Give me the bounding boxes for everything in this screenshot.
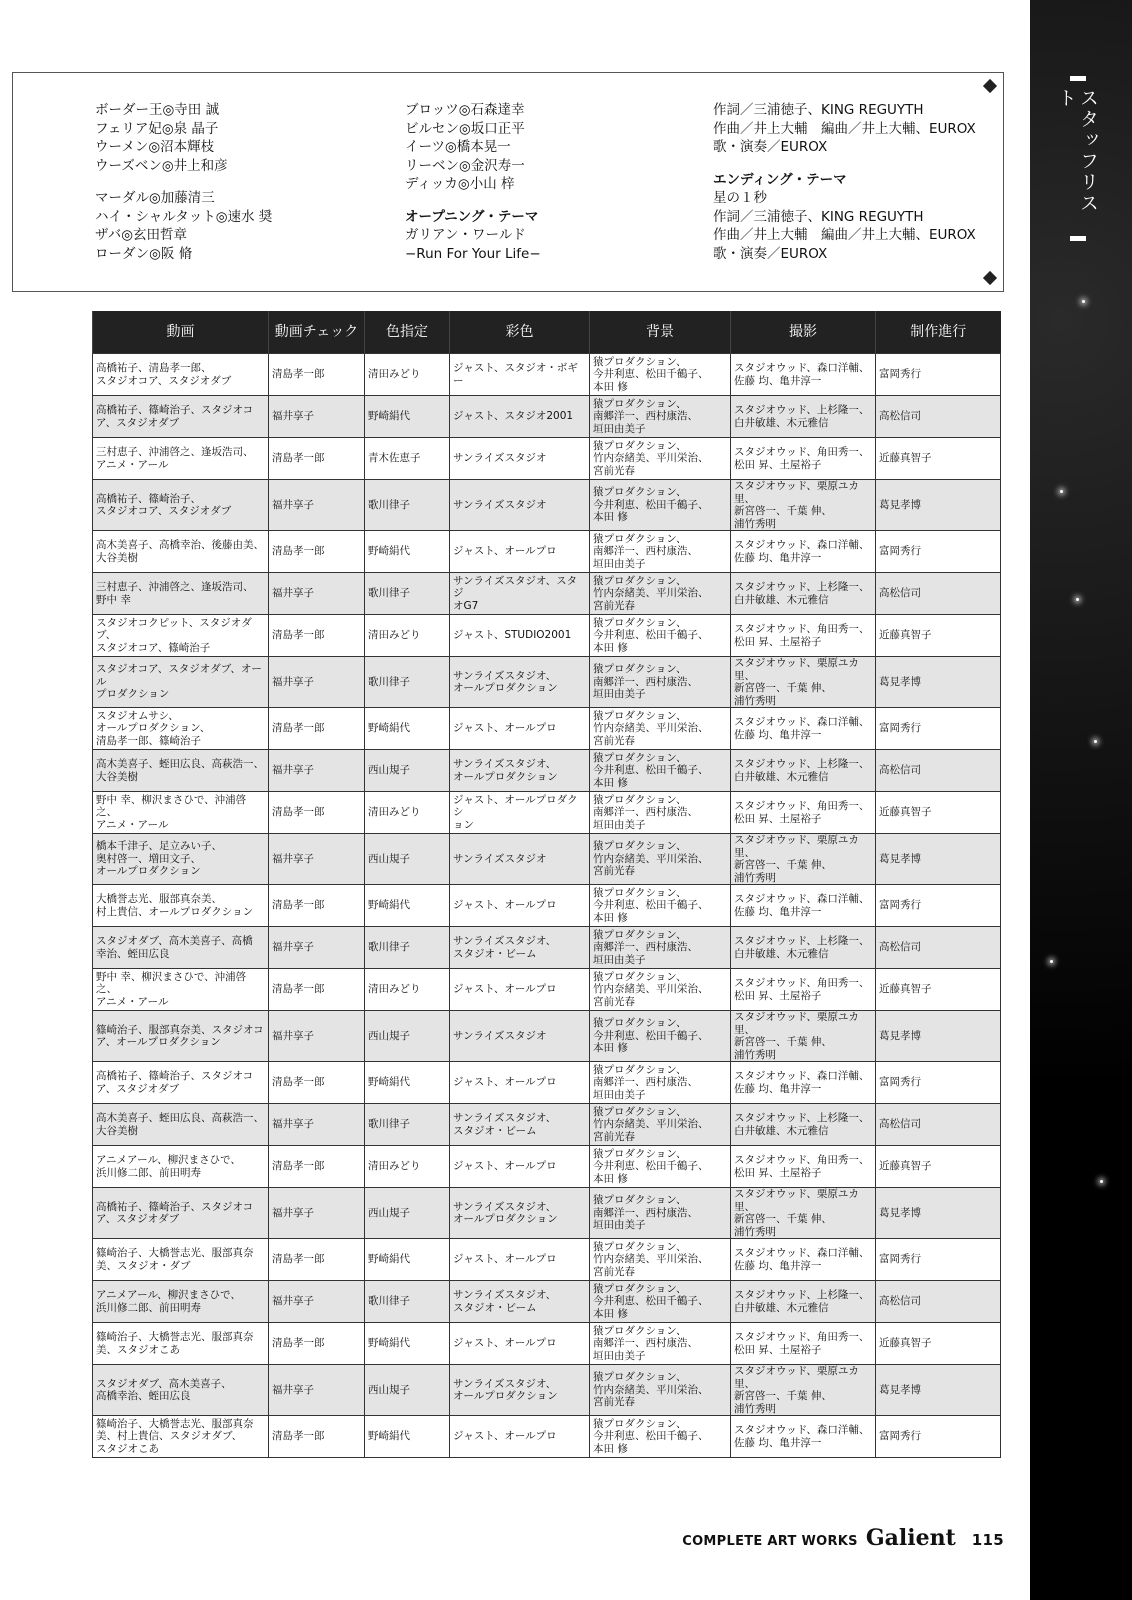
table-row — [93, 1188, 1001, 1239]
column-header: 動画 — [93, 311, 269, 354]
cast-credit: ハイ・シャルタット◎速水 奨 — [95, 208, 273, 225]
cast-credit: イーツ◎橋本晃一 — [405, 139, 511, 155]
table-cell: スタジオウッド、栗原ユカ里、 新宮啓一、千葉 伸、 浦竹秀明 — [731, 1365, 876, 1416]
table-cell: サンライズスタジオ、 スタジオ・ビーム — [450, 927, 590, 969]
table-cell: 清島孝一郎 — [269, 1239, 365, 1281]
side-title: スタッフリスト — [1055, 88, 1099, 214]
cast-credit: リーベン◎金沢寿一 — [405, 157, 525, 174]
table-cell: スタジオウッド、上杉隆一、 白井敏雄、木元雅信 — [731, 573, 876, 615]
table-cell: 歌川律子 — [365, 573, 450, 615]
table-cell: 猿プロダクション、 今井利恵、松田千鶴子、 本田 修 — [590, 1146, 731, 1188]
theme-credit-line: 歌・演奏／EUROX — [713, 139, 828, 155]
cast-credit: ローダン◎阪 脩 — [95, 245, 193, 262]
table-row — [93, 1416, 1001, 1458]
table-cell: 西山規子 — [365, 1365, 450, 1416]
table-row — [93, 885, 1001, 927]
table-cell: スタジオムサシ、 オールプロダクション、 清島孝一郎、篠崎治子 — [93, 708, 269, 750]
table-cell: 葛見孝博 — [876, 1011, 1001, 1062]
table-cell: 猿プロダクション、 南郷洋一、西村康浩、 垣田由美子 — [590, 792, 731, 834]
table-cell: 歌川律子 — [365, 657, 450, 708]
table-cell: 清田みどり — [365, 1146, 450, 1188]
table-row — [93, 1239, 1001, 1281]
table-cell: 清島孝一郎 — [269, 885, 365, 927]
table-cell: スタジオウッド、上杉隆一、 白井敏雄、木元雅信 — [731, 750, 876, 792]
galient-logo: Galient — [865, 1525, 956, 1551]
table-cell: 篠崎治子、服部真奈美、スタジオコ ア、オールプロダクション — [93, 1011, 269, 1062]
table-cell: 清島孝一郎 — [269, 531, 365, 573]
table-row — [93, 354, 1001, 396]
table-cell: ジャスト、オールプロ — [450, 885, 590, 927]
table-cell: アニメアール、柳沢まさひで、 浜川修二郎、前田明寿 — [93, 1281, 269, 1323]
table-cell: スタジオウッド、森口洋輔、 佐藤 均、亀井淳一 — [731, 354, 876, 396]
table-row — [93, 1062, 1001, 1104]
ending-theme-heading: エンディング・テーマ — [713, 171, 847, 188]
table-cell: 高松信司 — [876, 1104, 1001, 1146]
table-cell: スタジオウッド、森口洋輔、 佐藤 均、亀井淳一 — [731, 1416, 876, 1458]
table-cell: スタジオウッド、栗原ユカ里、 新宮啓一、千葉 伸、 浦竹秀明 — [731, 480, 876, 531]
corner-ornament — [983, 271, 997, 285]
table-cell: 野崎絹代 — [365, 708, 450, 750]
table-cell: 福井享子 — [269, 834, 365, 885]
table-cell: 富岡秀行 — [876, 1239, 1001, 1281]
table-cell: 清島孝一郎 — [269, 354, 365, 396]
table-cell: 猿プロダクション、 今井利恵、松田千鶴子、 本田 修 — [590, 480, 731, 531]
table-cell: 野崎絹代 — [365, 885, 450, 927]
table-row — [93, 927, 1001, 969]
opening-theme-line: ガリアン・ワールド — [405, 227, 526, 243]
table-cell: 清島孝一郎 — [269, 792, 365, 834]
column-header: 彩色 — [450, 311, 590, 354]
ending-theme-line: 作曲／井上大輔 編曲／井上大輔、EUROX — [713, 227, 976, 243]
staff-table — [92, 311, 1001, 1458]
table-cell: 福井享子 — [269, 1011, 365, 1062]
table-cell: スタジオウッド、森口洋輔、 佐藤 均、亀井淳一 — [731, 531, 876, 573]
table-row — [93, 708, 1001, 750]
table-cell: 近藤真智子 — [876, 1146, 1001, 1188]
table-cell: 猿プロダクション、 今井利恵、松田千鶴子、 本田 修 — [590, 1416, 731, 1458]
table-cell: ジャスト、オールプロダクシ ョン — [450, 792, 590, 834]
table-cell: ジャスト、オールプロ — [450, 1323, 590, 1365]
table-cell: 高松信司 — [876, 1281, 1001, 1323]
table-cell: 猿プロダクション、 南郷洋一、西村康浩、 垣田由美子 — [590, 531, 731, 573]
table-cell: アニメアール、柳沢まさひで、 浜川修二郎、前田明寿 — [93, 1146, 269, 1188]
table-row — [93, 480, 1001, 531]
cast-credit: フェリア妃◎泉 晶子 — [95, 120, 219, 137]
table-cell: 富岡秀行 — [876, 354, 1001, 396]
cast-credit: マーダル◎加藤清三 — [95, 190, 215, 206]
cast-credit: ザバ◎玄田哲章 — [95, 227, 187, 243]
table-cell: サンライズスタジオ、 オールプロダクション — [450, 1188, 590, 1239]
table-cell: 歌川律子 — [365, 1281, 450, 1323]
table-cell: スタジオウッド、栗原ユカ里、 新宮啓一、千葉 伸、 浦竹秀明 — [731, 834, 876, 885]
table-cell: サンライズスタジオ、 オールプロダクション — [450, 657, 590, 708]
table-cell: 福井享子 — [269, 927, 365, 969]
table-cell: 猿プロダクション、 竹内奈緒美、平川栄治、 宮前光春 — [590, 573, 731, 615]
page-number: 115 — [971, 1531, 1004, 1549]
table-cell: 葛見孝博 — [876, 834, 1001, 885]
table-cell: ジャスト、オールプロ — [450, 708, 590, 750]
table-cell: 葛見孝博 — [876, 1188, 1001, 1239]
ending-theme-line: 歌・演奏／EUROX — [713, 245, 828, 262]
table-row — [93, 573, 1001, 615]
table-cell: 猿プロダクション、 今井利恵、松田千鶴子、 本田 修 — [590, 750, 731, 792]
table-cell: 福井享子 — [269, 1188, 365, 1239]
cast-column-3 — [713, 101, 976, 263]
cast-credit: ディッカ◎小山 梓 — [405, 176, 515, 192]
ending-theme-line: 星の１秒 — [713, 190, 767, 206]
table-cell: スタジオウッド、上杉隆一、 白井敏雄、木元雅信 — [731, 1104, 876, 1146]
table-cell: スタジオウッド、栗原ユカ里、 新宮啓一、千葉 伸、 浦竹秀明 — [731, 1011, 876, 1062]
table-cell: 橋本千津子、足立みい子、 奥村啓一、増田文子、 オールプロダクション — [93, 834, 269, 885]
table-cell: 猿プロダクション、 今井利恵、松田千鶴子、 本田 修 — [590, 1011, 731, 1062]
table-cell: 清島孝一郎 — [269, 708, 365, 750]
cast-credit: ボーダー王◎寺田 誠 — [95, 102, 220, 118]
opening-theme-line: −Run For Your Life− — [405, 245, 541, 262]
table-cell: 近藤真智子 — [876, 969, 1001, 1011]
footer — [682, 1525, 1004, 1551]
table-header-row — [93, 311, 1001, 354]
table-cell: 猿プロダクション、 竹内奈緒美、平川栄治、 宮前光春 — [590, 1239, 731, 1281]
table-row — [93, 531, 1001, 573]
table-cell: 歌川律子 — [365, 927, 450, 969]
table-cell: 葛見孝博 — [876, 480, 1001, 531]
table-cell: 野中 幸、柳沢まさひで、沖浦啓之、 アニメ・アール — [93, 969, 269, 1011]
table-cell: 高松信司 — [876, 396, 1001, 438]
table-cell: スタジオウッド、角田秀一、 松田 昇、土屋裕子 — [731, 438, 876, 480]
table-row — [93, 1281, 1001, 1323]
table-cell: スタジオウッド、角田秀一、 松田 昇、土屋裕子 — [731, 1323, 876, 1365]
table-cell: 野中 幸、柳沢まさひで、沖浦啓之、 アニメ・アール — [93, 792, 269, 834]
table-cell: スタジオウッド、森口洋輔、 佐藤 均、亀井淳一 — [731, 1239, 876, 1281]
table-cell: 清島孝一郎 — [269, 615, 365, 657]
table-cell: 篠崎治子、大橋誉志光、服部真奈 美、スタジオ・ダブ — [93, 1239, 269, 1281]
table-cell: 清田みどり — [365, 615, 450, 657]
table-cell: 高橋祐子、篠崎治子、スタジオコ ア、スタジオダブ — [93, 1188, 269, 1239]
column-header: 背景 — [590, 311, 731, 354]
table-cell: 富岡秀行 — [876, 1062, 1001, 1104]
table-cell: 歌川律子 — [365, 480, 450, 531]
table-cell: 高木美喜子、蛭田広良、高萩浩一、 大谷美樹 — [93, 750, 269, 792]
table-cell: 清田みどり — [365, 969, 450, 1011]
table-cell: ジャスト、オールプロ — [450, 1239, 590, 1281]
table-cell: 高橋祐子、篠崎治子、スタジオコ ア、スタジオダブ — [93, 396, 269, 438]
table-cell: 高橋祐子、清島孝一郎、 スタジオコア、スタジオダブ — [93, 354, 269, 396]
table-cell: 清田みどり — [365, 354, 450, 396]
table-cell: スタジオコア、スタジオダブ、オール プロダクション — [93, 657, 269, 708]
table-cell: 猿プロダクション、 今井利恵、松田千鶴子、 本田 修 — [590, 615, 731, 657]
cast-credit: ウーズベン◎井上和彦 — [95, 157, 228, 174]
table-cell: 西山規子 — [365, 834, 450, 885]
table-cell: 近藤真智子 — [876, 438, 1001, 480]
cast-credit: ウーメン◎沼本輝枝 — [95, 139, 215, 155]
table-cell: 富岡秀行 — [876, 708, 1001, 750]
table-cell: 三村恵子、沖浦啓之、逢坂浩司、 野中 幸 — [93, 573, 269, 615]
ending-theme-line: 作詞／三浦徳子、KING REGUYTH — [713, 208, 924, 225]
table-row — [93, 1011, 1001, 1062]
table-row — [93, 969, 1001, 1011]
table-cell: 葛見孝博 — [876, 657, 1001, 708]
table-cell: 三村恵子、沖浦啓之、逢坂浩司、 アニメ・アール — [93, 438, 269, 480]
table-cell: ジャスト、スタジオ2001 — [450, 396, 590, 438]
table-cell: 富岡秀行 — [876, 531, 1001, 573]
table-cell: スタジオウッド、上杉隆一、 白井敏雄、木元雅信 — [731, 927, 876, 969]
table-cell: ジャスト、オールプロ — [450, 1062, 590, 1104]
table-cell: 猿プロダクション、 南郷洋一、西村康浩、 垣田由美子 — [590, 396, 731, 438]
table-cell: 近藤真智子 — [876, 792, 1001, 834]
table-cell: スタジオウッド、角田秀一、 松田 昇、土屋裕子 — [731, 792, 876, 834]
table-cell: 高木美喜子、高橋幸治、後藤由美、 大谷美樹 — [93, 531, 269, 573]
table-cell: 野崎絹代 — [365, 396, 450, 438]
table-cell: 西山規子 — [365, 1011, 450, 1062]
table-cell: 大橋誉志光、服部真奈美、 村上貴信、オールプロダクション — [93, 885, 269, 927]
table-row — [93, 750, 1001, 792]
table-cell: 清島孝一郎 — [269, 1146, 365, 1188]
table-row — [93, 396, 1001, 438]
table-cell: スタジオウッド、上杉隆一、 白井敏雄、木元雅信 — [731, 1281, 876, 1323]
table-cell: 高木美喜子、蛭田広良、高萩浩一、 大谷美樹 — [93, 1104, 269, 1146]
table-cell: 清田みどり — [365, 792, 450, 834]
table-cell: 清島孝一郎 — [269, 969, 365, 1011]
cast-credit: ビルセン◎坂口正平 — [405, 120, 525, 137]
table-cell: 猿プロダクション、 南郷洋一、西村康浩、 垣田由美子 — [590, 1323, 731, 1365]
theme-credit-line: 作曲／井上大輔 編曲／井上大輔、EUROX — [713, 120, 976, 137]
table-cell: 篠崎治子、大橋誉志光、服部真奈 美、スタジオこあ — [93, 1323, 269, 1365]
table-cell: 野崎絹代 — [365, 1239, 450, 1281]
column-header: 色指定 — [365, 311, 450, 354]
table-cell: ジャスト、STUDIO2001 — [450, 615, 590, 657]
table-cell: 野崎絹代 — [365, 1062, 450, 1104]
table-cell: 猿プロダクション、 今井利恵、松田千鶴子、 本田 修 — [590, 885, 731, 927]
table-cell: スタジオコクピット、スタジオダブ、 スタジオコア、篠崎治子 — [93, 615, 269, 657]
table-row — [93, 1365, 1001, 1416]
table-cell: スタジオウッド、森口洋輔、 佐藤 均、亀井淳一 — [731, 885, 876, 927]
cast-credit: ブロッツ◎石森達幸 — [405, 102, 525, 118]
table-cell: スタジオウッド、上杉隆一、 白井敏雄、木元雅信 — [731, 396, 876, 438]
table-cell: 福井享子 — [269, 1104, 365, 1146]
table-cell: サンライズスタジオ、 スタジオ・ビーム — [450, 1281, 590, 1323]
table-cell: 福井享子 — [269, 657, 365, 708]
table-cell: 猿プロダクション、 竹内奈緒美、平川栄治、 宮前光春 — [590, 1365, 731, 1416]
column-header: 制作進行 — [876, 311, 1001, 354]
table-cell: サンライズスタジオ — [450, 438, 590, 480]
table-cell: 猿プロダクション、 今井利恵、松田千鶴子、 本田 修 — [590, 1281, 731, 1323]
table-cell: サンライズスタジオ、 オールプロダクション — [450, 1365, 590, 1416]
theme-credit-line: 作詞／三浦徳子、KING REGUYTH — [713, 102, 924, 118]
table-cell: スタジオウッド、角田秀一、 松田 昇、土屋裕子 — [731, 969, 876, 1011]
table-cell: スタジオウッド、栗原ユカ里、 新宮啓一、千葉 伸、 浦竹秀明 — [731, 657, 876, 708]
footer-label: COMPLETE ART WORKS — [682, 1534, 858, 1549]
table-cell: 猿プロダクション、 竹内奈緒美、平川栄治、 宮前光春 — [590, 969, 731, 1011]
table-cell: 清島孝一郎 — [269, 438, 365, 480]
table-row — [93, 657, 1001, 708]
table-cell: 福井享子 — [269, 1281, 365, 1323]
table-cell: 高松信司 — [876, 573, 1001, 615]
table-cell: 西山規子 — [365, 1188, 450, 1239]
table-cell: 猿プロダクション、 南郷洋一、西村康浩、 垣田由美子 — [590, 1062, 731, 1104]
table-cell: スタジオウッド、森口洋輔、 佐藤 均、亀井淳一 — [731, 708, 876, 750]
table-cell: スタジオダブ、高木美喜子、 高橋幸治、蛭田広良 — [93, 1365, 269, 1416]
table-cell: スタジオウッド、栗原ユカ里、 新宮啓一、千葉 伸、 浦竹秀明 — [731, 1188, 876, 1239]
table-cell: 猿プロダクション、 南郷洋一、西村康浩、 垣田由美子 — [590, 1188, 731, 1239]
table-row — [93, 438, 1001, 480]
table-row — [93, 1104, 1001, 1146]
table-row — [93, 1146, 1001, 1188]
table-cell: 野崎絹代 — [365, 1416, 450, 1458]
cast-box — [12, 72, 1004, 292]
side-title-bar-top — [1070, 76, 1086, 81]
table-cell: 猿プロダクション、 竹内奈緒美、平川栄治、 宮前光春 — [590, 708, 731, 750]
table-cell: スタジオダブ、高木美喜子、高橋 幸治、蛭田広良 — [93, 927, 269, 969]
table-cell: 富岡秀行 — [876, 1416, 1001, 1458]
table-cell: 高橋祐子、篠崎治子、スタジオコ ア、スタジオダブ — [93, 1062, 269, 1104]
table-cell: 福井享子 — [269, 396, 365, 438]
table-cell: 清島孝一郎 — [269, 1416, 365, 1458]
table-cell: スタジオウッド、角田秀一、 松田 昇、土屋裕子 — [731, 615, 876, 657]
table-cell: ジャスト、オールプロ — [450, 1146, 590, 1188]
table-cell: サンライズスタジオ、 スタジオ・ビーム — [450, 1104, 590, 1146]
table-cell: 近藤真智子 — [876, 1323, 1001, 1365]
column-header: 撮影 — [731, 311, 876, 354]
table-cell: 猿プロダクション、 竹内奈緒美、平川栄治、 宮前光春 — [590, 438, 731, 480]
table-cell: サンライズスタジオ — [450, 480, 590, 531]
table-cell: 高松信司 — [876, 927, 1001, 969]
table-cell: 猿プロダクション、 竹内奈緒美、平川栄治、 宮前光春 — [590, 834, 731, 885]
table-cell: 福井享子 — [269, 573, 365, 615]
table-row — [93, 834, 1001, 885]
cast-column-1 — [95, 101, 272, 263]
table-cell: 福井享子 — [269, 750, 365, 792]
table-cell: 歌川律子 — [365, 1104, 450, 1146]
table-cell: 野崎絹代 — [365, 1323, 450, 1365]
table-cell: ジャスト、スタジオ・ボギー — [450, 354, 590, 396]
opening-theme-heading: オープニング・テーマ — [405, 208, 539, 225]
table-cell: 高松信司 — [876, 750, 1001, 792]
table-cell: 野崎絹代 — [365, 531, 450, 573]
table-cell: 猿プロダクション、 南郷洋一、西村康浩、 垣田由美子 — [590, 927, 731, 969]
table-cell: スタジオウッド、角田秀一、 松田 昇、土屋裕子 — [731, 1146, 876, 1188]
side-title-bar-bottom — [1070, 236, 1086, 241]
table-cell: スタジオウッド、森口洋輔、 佐藤 均、亀井淳一 — [731, 1062, 876, 1104]
table-cell: 猿プロダクション、 竹内奈緒美、平川栄治、 宮前光春 — [590, 1104, 731, 1146]
column-header: 動画チェック — [269, 311, 365, 354]
table-cell: ジャスト、オールプロ — [450, 531, 590, 573]
table-cell: 福井享子 — [269, 480, 365, 531]
table-row — [93, 1323, 1001, 1365]
table-row — [93, 615, 1001, 657]
table-cell: 青木佐恵子 — [365, 438, 450, 480]
table-row — [93, 792, 1001, 834]
table-cell: 篠崎治子、大橋誉志光、服部真奈 美、村上貴信、スタジオダブ、 スタジオこあ — [93, 1416, 269, 1458]
table-cell: サンライズスタジオ、 オールプロダクション — [450, 750, 590, 792]
table-cell: ジャスト、オールプロ — [450, 969, 590, 1011]
table-cell: 西山規子 — [365, 750, 450, 792]
table-cell: 富岡秀行 — [876, 885, 1001, 927]
cast-column-2 — [405, 101, 541, 263]
corner-ornament — [983, 79, 997, 93]
table-cell: サンライズスタジオ、スタジ オG7 — [450, 573, 590, 615]
table-cell: サンライズスタジオ — [450, 1011, 590, 1062]
table-cell: 近藤真智子 — [876, 615, 1001, 657]
table-cell: 清島孝一郎 — [269, 1062, 365, 1104]
table-cell: 猿プロダクション、 南郷洋一、西村康浩、 垣田由美子 — [590, 657, 731, 708]
table-cell: ジャスト、オールプロ — [450, 1416, 590, 1458]
table-cell: 葛見孝博 — [876, 1365, 1001, 1416]
table-cell: 清島孝一郎 — [269, 1323, 365, 1365]
table-cell: 高橋祐子、篠崎治子、 スタジオコア、スタジオダブ — [93, 480, 269, 531]
table-cell: サンライズスタジオ — [450, 834, 590, 885]
table-cell: 猿プロダクション、 今井利恵、松田千鶴子、 本田 修 — [590, 354, 731, 396]
table-cell: 福井享子 — [269, 1365, 365, 1416]
